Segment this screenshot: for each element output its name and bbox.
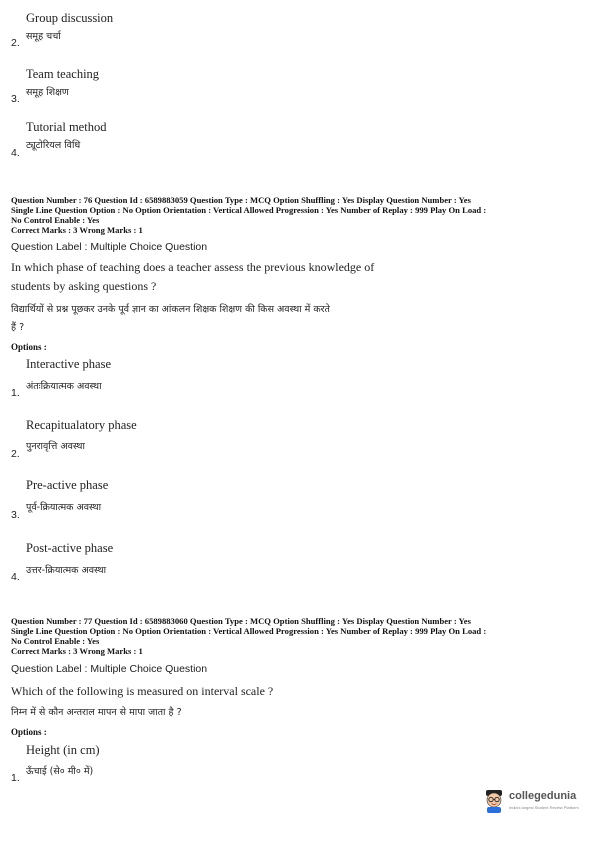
logo-text: collegedunia — [509, 790, 577, 802]
option-number: 3. — [11, 509, 20, 521]
option-text-hi: पूर्व-क्रियात्मक अवस्था — [26, 502, 102, 513]
option-number: 4. — [11, 147, 20, 159]
option-number: 3. — [11, 93, 20, 105]
option-text-hi: अंतःक्रियात्मक अवस्था — [26, 381, 102, 392]
option-text-en: Team teaching — [26, 67, 100, 81]
meta-line: Question Number : 76 Question Id : 6589883059 Question Type : MCQ Option Shuffling : Yes Display Question Number : Yes — [11, 195, 471, 205]
option-number: 2. — [11, 448, 20, 460]
option-text-en: Height (in cm) — [26, 743, 100, 757]
option-text-en: Pre-active phase — [26, 478, 109, 492]
option-text-en: Group discussion — [26, 11, 114, 25]
meta-line: Single Line Question Option : No Option Orientation : Vertical Allowed Progression : Yes Number of Replay : 999 Play On Load : — [11, 626, 487, 636]
question-meta — [11, 616, 587, 656]
option-text-hi: ऊँचाई (से० मी० में) — [26, 766, 94, 777]
mascot-icon — [482, 788, 506, 814]
marks-line: Correct Marks : 3 Wrong Marks : 1 — [11, 646, 143, 656]
logo-subtitle: India's largest Student Review Platform — [509, 805, 579, 810]
meta-line: Question Number : 77 Question Id : 6589883060 Question Type : MCQ Option Shuffling : Yes Display Question Number : Yes — [11, 616, 471, 626]
question-text-hi: विद्यार्थियों से प्रश्न पूछकर उनके पूर्व ज्ञान का आंकलन शिक्षक शिक्षण की किस अवस्था में करते — [11, 304, 330, 315]
question-text-hi: हैं ? — [11, 322, 25, 333]
option-text-en: Post-active phase — [26, 541, 114, 555]
option-text-hi: उत्तर-क्रियात्मक अवस्था — [26, 565, 107, 576]
collegedunia-logo[interactable] — [482, 786, 582, 816]
question-meta — [11, 195, 587, 235]
options-heading: Options : — [11, 727, 47, 737]
question-label: Question Label : Multiple Choice Question — [11, 663, 208, 675]
question-text-en: students by asking questions ? — [11, 279, 157, 293]
option-number: 2. — [11, 37, 20, 49]
marks-line: Correct Marks : 3 Wrong Marks : 1 — [11, 225, 143, 235]
option-number: 1. — [11, 772, 20, 784]
option-text-en: Tutorial method — [26, 120, 107, 134]
option-text-hi: समूह चर्चा — [26, 31, 61, 42]
option-number: 4. — [11, 571, 20, 583]
option-number: 1. — [11, 387, 20, 399]
meta-line: No Control Enable : Yes — [11, 215, 100, 225]
option-text-en: Interactive phase — [26, 357, 112, 371]
question-text-hi: निम्न में से कौन अन्तराल मापन से मापा जाता है ? — [11, 707, 182, 718]
question-text-en: In which phase of teaching does a teacher assess the previous knowledge of — [11, 260, 375, 274]
question-text-en: Which of the following is measured on interval scale ? — [11, 684, 274, 698]
meta-line: No Control Enable : Yes — [11, 636, 100, 646]
question-label: Question Label : Multiple Choice Question — [11, 241, 208, 253]
option-text-en: Recapitualatory phase — [26, 418, 137, 432]
options-heading: Options : — [11, 342, 47, 352]
meta-line: Single Line Question Option : No Option Orientation : Vertical Allowed Progression : Yes Number of Replay : 999 Play On Load : — [11, 205, 487, 215]
option-text-hi: ट्यूटोरियल विधि — [26, 140, 81, 151]
option-text-hi: समूह शिक्षण — [26, 87, 69, 98]
option-text-hi: पुनरावृत्ति अवस्था — [26, 441, 85, 452]
